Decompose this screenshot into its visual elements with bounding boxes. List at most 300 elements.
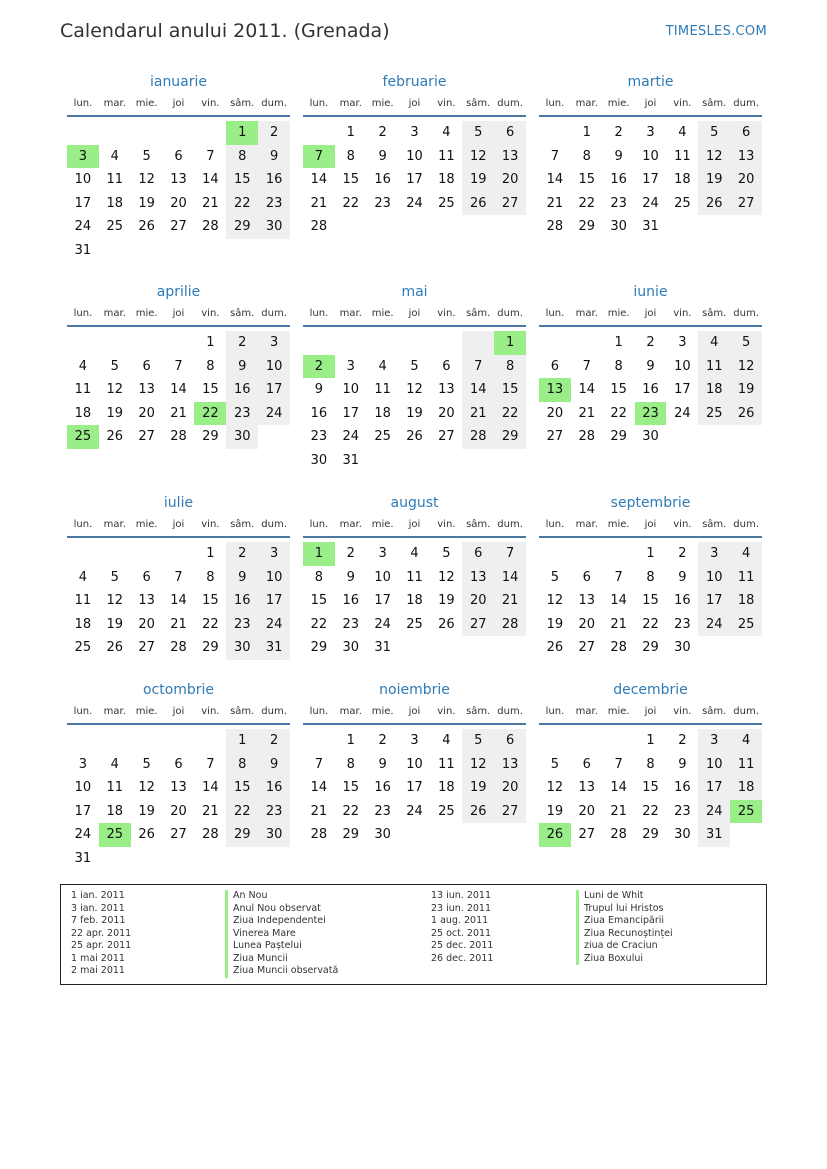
day-cell: 11: [438, 148, 455, 164]
weekday-label: mie.: [607, 98, 630, 109]
day-cell: 1: [346, 125, 355, 140]
day-cell: 13: [462, 566, 494, 590]
weekday-label: mie.: [135, 706, 158, 717]
day-cell: 6: [174, 756, 183, 772]
day-cell: 20: [730, 168, 762, 192]
day-cell: 15: [578, 172, 596, 188]
day-cell: 13: [494, 753, 526, 777]
day-cell: 12: [106, 382, 124, 398]
day-cell: 9: [378, 756, 387, 772]
day-cell: 30: [374, 827, 391, 843]
day-cell: 8: [206, 569, 215, 585]
month-title: iulie: [163, 495, 194, 511]
day-cell: 16: [674, 593, 691, 609]
day-cell: 5: [110, 569, 119, 585]
day-cell: 24: [674, 405, 691, 421]
holiday-day-cell: 25: [730, 800, 762, 824]
day-cell: 29: [226, 823, 258, 847]
weekday-label: sâm.: [702, 519, 727, 530]
day-cell: 14: [310, 172, 328, 188]
day-cell: 25: [674, 195, 691, 211]
day-cell: 17: [406, 780, 423, 796]
day-cell: 30: [642, 429, 659, 445]
weekday-label: mie.: [371, 98, 394, 109]
day-cell: 13: [438, 382, 455, 398]
weekday-label: mar.: [339, 308, 362, 319]
day-cell: 12: [106, 593, 124, 609]
day-cell: 5: [698, 121, 730, 145]
day-cell: 16: [258, 168, 290, 192]
day-cell: 8: [226, 753, 258, 777]
holiday-day-cell: 1: [226, 121, 258, 145]
day-cell: 24: [374, 616, 391, 632]
day-cell: 19: [138, 195, 155, 211]
day-cell: 2: [226, 331, 258, 355]
day-cell: 3: [698, 729, 730, 753]
legend-date: 1 mai 2011: [71, 952, 125, 964]
day-cell: 27: [462, 613, 494, 637]
day-cell: 21: [462, 402, 494, 426]
day-cell: 5: [142, 148, 151, 164]
day-cell: 11: [698, 355, 730, 379]
day-cell: 3: [698, 542, 730, 566]
holiday-day-cell: 1: [494, 331, 526, 355]
day-cell: 24: [258, 613, 290, 637]
day-cell: 9: [614, 148, 623, 164]
weekday-label: vin.: [201, 519, 220, 530]
day-cell: 20: [546, 405, 564, 421]
day-cell: 20: [494, 776, 526, 800]
holiday-day-cell: 2: [303, 355, 335, 379]
day-cell: 2: [646, 335, 655, 350]
day-cell: 12: [138, 172, 155, 188]
day-cell: 31: [698, 823, 730, 847]
weekday-label: mie.: [607, 706, 630, 717]
weekday-label: mar.: [339, 706, 362, 717]
day-cell: 24: [74, 219, 92, 235]
day-cell: 21: [310, 803, 328, 819]
day-cell: 14: [578, 382, 596, 398]
day-cell: 29: [642, 640, 659, 656]
day-cell: 18: [74, 616, 92, 632]
holiday-day-cell: 7: [303, 145, 335, 169]
day-cell: 25: [406, 616, 423, 632]
day-cell: 1: [346, 733, 355, 748]
day-cell: 15: [202, 593, 219, 609]
month-title: octombrie: [142, 682, 215, 698]
day-cell: 17: [342, 405, 360, 421]
day-cell: 27: [546, 429, 564, 445]
day-cell: 21: [202, 195, 219, 211]
day-cell: 23: [610, 195, 627, 211]
month-aprilie: [67, 281, 290, 445]
weekday-label: mie.: [135, 98, 158, 109]
day-cell: 14: [170, 382, 187, 398]
day-cell: 21: [494, 589, 526, 613]
day-cell: 13: [578, 593, 596, 609]
day-cell: 27: [578, 827, 596, 843]
day-cell: 20: [170, 803, 187, 819]
weekday-header: [303, 701, 526, 725]
day-cell: 30: [226, 636, 258, 660]
day-cell: 20: [138, 616, 155, 632]
day-cell: 11: [74, 593, 92, 609]
month-septembrie: [539, 492, 762, 656]
day-cell: 13: [138, 382, 155, 398]
holiday-day-cell: 26: [539, 823, 571, 847]
day-cell: 30: [674, 827, 691, 843]
day-cell: 19: [546, 803, 564, 819]
day-cell: 23: [374, 195, 391, 211]
day-cell: 14: [170, 593, 187, 609]
day-cell: 17: [674, 382, 691, 398]
day-cell: 19: [438, 593, 455, 609]
day-cell: 7: [582, 358, 591, 374]
day-cell: 27: [170, 827, 187, 843]
day-cell: 4: [442, 733, 451, 748]
day-cell: 22: [226, 192, 258, 216]
day-cell: 15: [610, 382, 627, 398]
day-cell: 9: [378, 148, 387, 164]
day-cell: 1: [582, 125, 591, 140]
day-cell: 28: [578, 429, 596, 445]
legend-date: 2 mai 2011: [71, 965, 125, 976]
day-cell: 26: [106, 640, 124, 656]
day-cell: 13: [494, 145, 526, 169]
day-cell: 4: [730, 729, 762, 753]
legend-holiday-name: Anul Nou observat: [225, 903, 338, 916]
day-cell: 28: [610, 640, 627, 656]
day-cell: 3: [410, 733, 419, 748]
day-cell: 14: [202, 780, 219, 796]
day-cell: 15: [494, 378, 526, 402]
month-mai: [303, 281, 526, 468]
day-cell: 30: [258, 823, 290, 847]
day-cell: 8: [226, 145, 258, 169]
legend-date: 13 iun. 2011: [431, 890, 492, 901]
weekday-label: dum.: [497, 308, 523, 319]
day-cell: 4: [378, 358, 387, 374]
month-title: februarie: [382, 74, 447, 90]
day-cell: 11: [730, 566, 762, 590]
weekday-label: sâm.: [230, 308, 255, 319]
weekday-label: mar.: [339, 98, 362, 109]
weekday-label: joi: [644, 519, 657, 530]
month-martie: [539, 71, 762, 235]
weekday-label: sâm.: [702, 706, 727, 717]
day-cell: 19: [406, 405, 423, 421]
day-cell: 24: [698, 613, 730, 637]
day-cell: 1: [646, 546, 655, 561]
day-cell: 17: [698, 776, 730, 800]
weekday-label: vin.: [673, 308, 692, 319]
legend-holiday-name: Ziua Independentei: [225, 915, 338, 928]
day-cell: 17: [642, 172, 659, 188]
day-cell: 29: [226, 215, 258, 239]
day-cell: 1: [206, 546, 215, 561]
day-cell: 23: [374, 803, 391, 819]
weekday-label: mie.: [371, 706, 394, 717]
site-link[interactable]: TIMESLES.COM: [665, 24, 767, 39]
day-cell: 29: [610, 429, 627, 445]
day-cell: 1: [206, 335, 215, 350]
day-cell: 22: [202, 616, 219, 632]
day-cell: 7: [550, 148, 560, 164]
day-cell: 17: [74, 803, 92, 819]
day-cell: 31: [258, 636, 290, 660]
day-cell: 6: [142, 569, 151, 585]
day-cell: 3: [78, 756, 88, 772]
day-cell: 5: [462, 121, 494, 145]
weekday-label: vin.: [437, 519, 456, 530]
month-iunie: [539, 281, 762, 445]
day-cell: 18: [698, 378, 730, 402]
day-cell: 30: [610, 219, 627, 235]
day-cell: 21: [170, 405, 187, 421]
day-cell: 9: [258, 753, 290, 777]
day-cell: 24: [258, 402, 290, 426]
day-cell: 26: [406, 429, 423, 445]
day-cell: 22: [342, 803, 360, 819]
day-cell: 8: [646, 756, 655, 772]
weekday-label: dum.: [733, 98, 759, 109]
day-cell: 31: [74, 851, 92, 866]
day-cell: 23: [310, 429, 328, 445]
weekday-label: mar.: [575, 98, 598, 109]
weekday-label: mar.: [575, 706, 598, 717]
legend-names-column-2: [576, 890, 673, 965]
weekday-label: mie.: [607, 519, 630, 530]
day-cell: 27: [494, 800, 526, 824]
day-cell: 28: [462, 425, 494, 449]
day-cell: 14: [462, 378, 494, 402]
weekday-label: sâm.: [466, 98, 491, 109]
holiday-day-cell: 3: [67, 145, 99, 169]
day-cell: 25: [106, 219, 124, 235]
holiday-day-cell: 25: [67, 425, 99, 449]
holiday-day-cell: 23: [635, 402, 667, 426]
day-cell: 30: [310, 453, 328, 468]
day-cell: 14: [610, 593, 627, 609]
day-cell: 29: [310, 640, 328, 656]
day-cell: 24: [406, 803, 423, 819]
day-cell: 6: [462, 542, 494, 566]
day-cell: 13: [730, 145, 762, 169]
holiday-day-cell: 25: [99, 823, 131, 847]
weekday-label: joi: [408, 308, 421, 319]
day-cell: 2: [614, 125, 623, 140]
day-cell: 29: [342, 827, 360, 843]
day-cell: 5: [550, 756, 560, 772]
day-cell: 29: [578, 219, 596, 235]
holiday-day-cell: 1: [303, 542, 335, 566]
weekday-label: mar.: [103, 706, 126, 717]
day-cell: 30: [342, 640, 360, 656]
weekday-label: lun.: [73, 519, 93, 530]
weekday-label: lun.: [545, 308, 565, 319]
legend-date: 25 dec. 2011: [431, 940, 494, 951]
weekday-label: mar.: [103, 519, 126, 530]
weekday-label: joi: [408, 706, 421, 717]
day-cell: 9: [258, 145, 290, 169]
legend-holiday-name: Trupul lui Hristos: [576, 903, 673, 916]
day-cell: 15: [202, 382, 219, 398]
day-cell: 25: [74, 640, 92, 656]
weekday-label: joi: [172, 98, 185, 109]
weekday-label: vin.: [673, 706, 692, 717]
day-cell: 16: [226, 378, 258, 402]
day-cell: 22: [342, 195, 360, 211]
day-cell: 11: [674, 148, 691, 164]
day-cell: 3: [258, 331, 290, 355]
day-cell: 23: [342, 616, 360, 632]
weekday-label: joi: [408, 519, 421, 530]
day-cell: 28: [310, 219, 328, 235]
legend-date: 23 iun. 2011: [431, 902, 492, 914]
month-title: iunie: [633, 284, 668, 300]
weekday-label: lun.: [545, 98, 565, 109]
day-cell: 18: [730, 776, 762, 800]
day-cell: 16: [374, 780, 391, 796]
weekday-label: dum.: [261, 308, 287, 319]
day-cell: 19: [730, 378, 762, 402]
day-cell: 18: [438, 172, 455, 188]
day-cell: 11: [406, 569, 423, 585]
weekday-label: mie.: [135, 519, 158, 530]
day-cell: 12: [462, 145, 494, 169]
weekday-label: mie.: [371, 308, 394, 319]
weekday-label: joi: [172, 519, 185, 530]
day-cell: 25: [438, 195, 455, 211]
day-cell: 19: [462, 168, 494, 192]
weekday-label: joi: [172, 706, 185, 717]
day-cell: 26: [546, 640, 564, 656]
weekday-label: dum.: [733, 308, 759, 319]
weekday-header: [67, 93, 290, 117]
day-cell: 9: [226, 355, 258, 379]
day-cell: 27: [170, 219, 187, 235]
weekday-label: dum.: [497, 519, 523, 530]
weekday-label: lun.: [545, 519, 565, 530]
day-cell: 21: [170, 616, 187, 632]
day-cell: 16: [610, 172, 627, 188]
day-cell: 22: [642, 616, 659, 632]
day-cell: 13: [170, 172, 187, 188]
day-cell: 3: [258, 542, 290, 566]
legend-holiday-name: Vinerea Mare: [225, 928, 338, 941]
day-cell: 18: [374, 405, 391, 421]
weekday-header: [67, 303, 290, 327]
day-cell: 3: [646, 125, 655, 140]
weekday-label: dum.: [261, 706, 287, 717]
day-cell: 9: [678, 756, 687, 772]
day-cell: 14: [494, 566, 526, 590]
weekday-label: mar.: [575, 519, 598, 530]
day-cell: 29: [202, 429, 219, 445]
day-cell: 3: [410, 125, 419, 140]
day-cell: 20: [578, 616, 596, 632]
legend-date: 25 oct. 2011: [431, 927, 492, 939]
day-cell: 22: [610, 405, 627, 421]
day-cell: 29: [202, 640, 219, 656]
legend-holiday-name: Ziua Muncii observată: [225, 965, 338, 978]
day-cell: 7: [462, 355, 494, 379]
weekday-label: dum.: [261, 519, 287, 530]
holiday-legend: [60, 884, 767, 985]
legend-date: 25 apr. 2011: [71, 940, 132, 951]
day-cell: 10: [258, 355, 290, 379]
day-cell: 16: [310, 405, 328, 421]
weekday-label: vin.: [673, 519, 692, 530]
day-cell: 8: [206, 358, 215, 374]
day-cell: 28: [170, 429, 187, 445]
day-cell: 14: [610, 780, 627, 796]
day-cell: 1: [226, 729, 258, 753]
day-cell: 30: [258, 215, 290, 239]
day-cell: 26: [138, 219, 155, 235]
day-cell: 20: [138, 405, 155, 421]
holiday-day-cell: 13: [539, 378, 571, 402]
day-cell: 27: [438, 429, 455, 445]
day-cell: 20: [462, 589, 494, 613]
day-cell: 10: [406, 148, 423, 164]
day-cell: 9: [226, 566, 258, 590]
day-cell: 1: [646, 733, 655, 748]
legend-date: 26 dec. 2011: [431, 952, 494, 964]
weekday-label: vin.: [201, 308, 220, 319]
day-cell: 25: [438, 803, 455, 819]
day-cell: 25: [730, 613, 762, 637]
weekday-label: joi: [408, 98, 421, 109]
page-title: Calendarul anului 2011. (Grenada): [60, 20, 390, 42]
day-cell: 12: [462, 753, 494, 777]
day-cell: 9: [646, 358, 655, 374]
weekday-label: sâm.: [230, 519, 255, 530]
weekday-label: sâm.: [466, 706, 491, 717]
day-cell: 3: [678, 335, 687, 350]
day-cell: 8: [314, 569, 324, 585]
day-cell: 23: [226, 613, 258, 637]
day-cell: 21: [202, 803, 219, 819]
month-octombrie: [67, 679, 290, 866]
day-cell: 2: [378, 125, 387, 140]
weekday-label: lun.: [309, 98, 329, 109]
weekday-header: [303, 514, 526, 538]
day-cell: 4: [78, 569, 88, 585]
month-title: august: [390, 495, 439, 511]
day-cell: 16: [342, 593, 360, 609]
day-cell: 16: [642, 382, 659, 398]
weekday-label: vin.: [201, 706, 220, 717]
weekday-label: mie.: [135, 308, 158, 319]
day-cell: 9: [346, 569, 355, 585]
day-cell: 11: [106, 780, 124, 796]
day-cell: 19: [138, 803, 155, 819]
month-februarie: [303, 71, 526, 235]
legend-holiday-name: ziua de Craciun: [576, 940, 673, 953]
day-cell: 6: [142, 358, 151, 374]
weekday-label: sâm.: [230, 706, 255, 717]
weekday-header: [303, 93, 526, 117]
legend-date: 3 ian. 2011: [71, 902, 125, 914]
day-cell: 7: [206, 756, 215, 772]
day-cell: 24: [74, 827, 92, 843]
day-cell: 22: [578, 195, 596, 211]
day-cell: 22: [310, 616, 328, 632]
day-cell: 2: [678, 546, 687, 561]
day-cell: 25: [374, 429, 391, 445]
day-cell: 27: [730, 192, 762, 216]
